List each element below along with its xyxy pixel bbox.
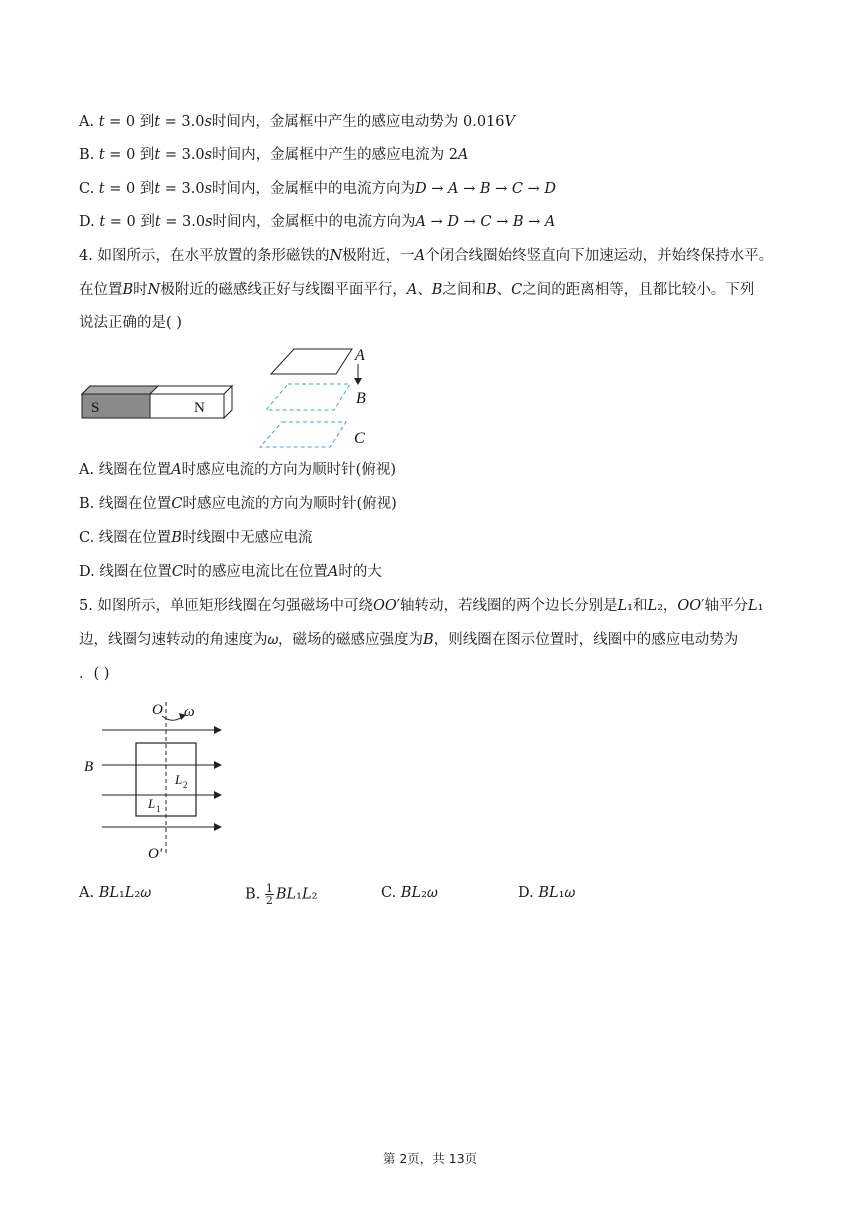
q4-stem-line2: 在位置𝐵时𝑁极附近的磁感线正好与线圈平面平行，𝐴、𝐵之间和𝐵、𝐶之间的距离相等，且都比较小。下列 — [79, 282, 755, 298]
q3-option-d: D. 𝑡 = 0 到𝑡 = 3.0𝑠时间内，金属框中的电流方向为𝐴 → 𝐷 → 𝐶 → 𝐵 → 𝐴 — [79, 214, 556, 230]
label-o: O — [152, 702, 163, 718]
q3-option-b: B. 𝑡 = 0 到𝑡 = 3.0𝑠时间内，金属框中产生的感应电流为 2𝐴 — [79, 147, 469, 163]
q5-option-d: D. 𝐵𝐿₁𝜔 — [518, 885, 575, 901]
q3-option-a: A. 𝑡 = 0 到𝑡 = 3.0𝑠时间内，金属框中产生的感应电动势为 0.016𝑉 — [79, 114, 516, 130]
q3-option-c: C. 𝑡 = 0 到𝑡 = 3.0𝑠时间内，金属框中的电流方向为𝐷 → 𝐴 → 𝐵 → 𝐶 → 𝐷 — [79, 181, 556, 197]
q4-stem-line3: 说法正确的是( ) — [79, 315, 182, 331]
label-c: C — [354, 430, 365, 447]
label-b: B — [356, 390, 366, 407]
q4-magnet-coil-figure — [78, 342, 398, 452]
coil-position-c — [260, 422, 346, 447]
q5-option-b-suffix: 𝐵𝐿₁𝐿₂ — [275, 886, 318, 903]
page-footer: 第 2页，共 13页 — [382, 1151, 478, 1166]
q4-option-d: D. 线圈在位置𝐶时的感应电流比在位置𝐴时的大 — [79, 564, 382, 580]
coil-position-b — [266, 384, 350, 410]
bar-magnet — [82, 386, 232, 418]
magnet-n-label: N — [194, 400, 205, 416]
down-arrow-icon — [354, 364, 362, 385]
fraction-denominator: 2 — [265, 894, 273, 907]
q5-option-b — [245, 883, 317, 906]
coil-position-a — [271, 349, 352, 374]
q4-stem-line1: 4. 如图所示，在水平放置的条形磁铁的𝑁极附近，一𝐴个闭合线圈始终竖直向下加速运动，并始终保持水平。 — [79, 248, 774, 264]
q5-stem-line2: 边，线圈匀速转动的角速度为𝜔，磁场的磁感应强度为𝐵，则线圈在图示位置时，线圈中的感应电动势为 — [79, 632, 739, 648]
fraction-numerator: 1 — [265, 882, 273, 895]
q4-option-a: A. 线圈在位置𝐴时感应电流的方向为顺时针(俯视) — [79, 462, 396, 478]
magnetic-field-lines — [102, 726, 222, 831]
q5-stem-line3: ．( ) — [79, 666, 110, 682]
q5-option-b-prefix: B. — [245, 886, 265, 903]
q5-option-b-fraction — [265, 883, 274, 906]
label-l1: L — [148, 796, 156, 811]
label-a: A — [355, 347, 365, 364]
q5-stem-line1: 5. 如图所示，单匝矩形线圈在匀强磁场中可绕𝑂𝑂′轴转动，若线圈的两个边长分别是𝐿₁和𝐿₂，𝑂𝑂′轴平分𝐿₁ — [79, 598, 764, 614]
q5-option-a: A. 𝐵𝐿₁𝐿₂𝜔 — [79, 885, 151, 901]
q5-option-c: C. 𝐵𝐿₂𝜔 — [381, 885, 438, 901]
label-o-prime: O′ — [148, 846, 163, 862]
magnet-n-pole — [150, 394, 224, 418]
magnet-s-label: S — [91, 400, 100, 416]
q4-option-b: B. 线圈在位置𝐶时感应电流的方向为顺时针(俯视) — [79, 496, 397, 512]
label-l2-sub: 2 — [183, 780, 188, 790]
label-omega: ω — [184, 704, 195, 720]
label-b-field: B — [84, 759, 94, 775]
label-l1-sub: 1 — [156, 804, 161, 814]
q5-rotating-coil-figure — [78, 696, 238, 866]
label-l2: L — [175, 772, 183, 787]
q4-option-c: C. 线圈在位置𝐵时线圈中无感应电流 — [79, 530, 313, 546]
